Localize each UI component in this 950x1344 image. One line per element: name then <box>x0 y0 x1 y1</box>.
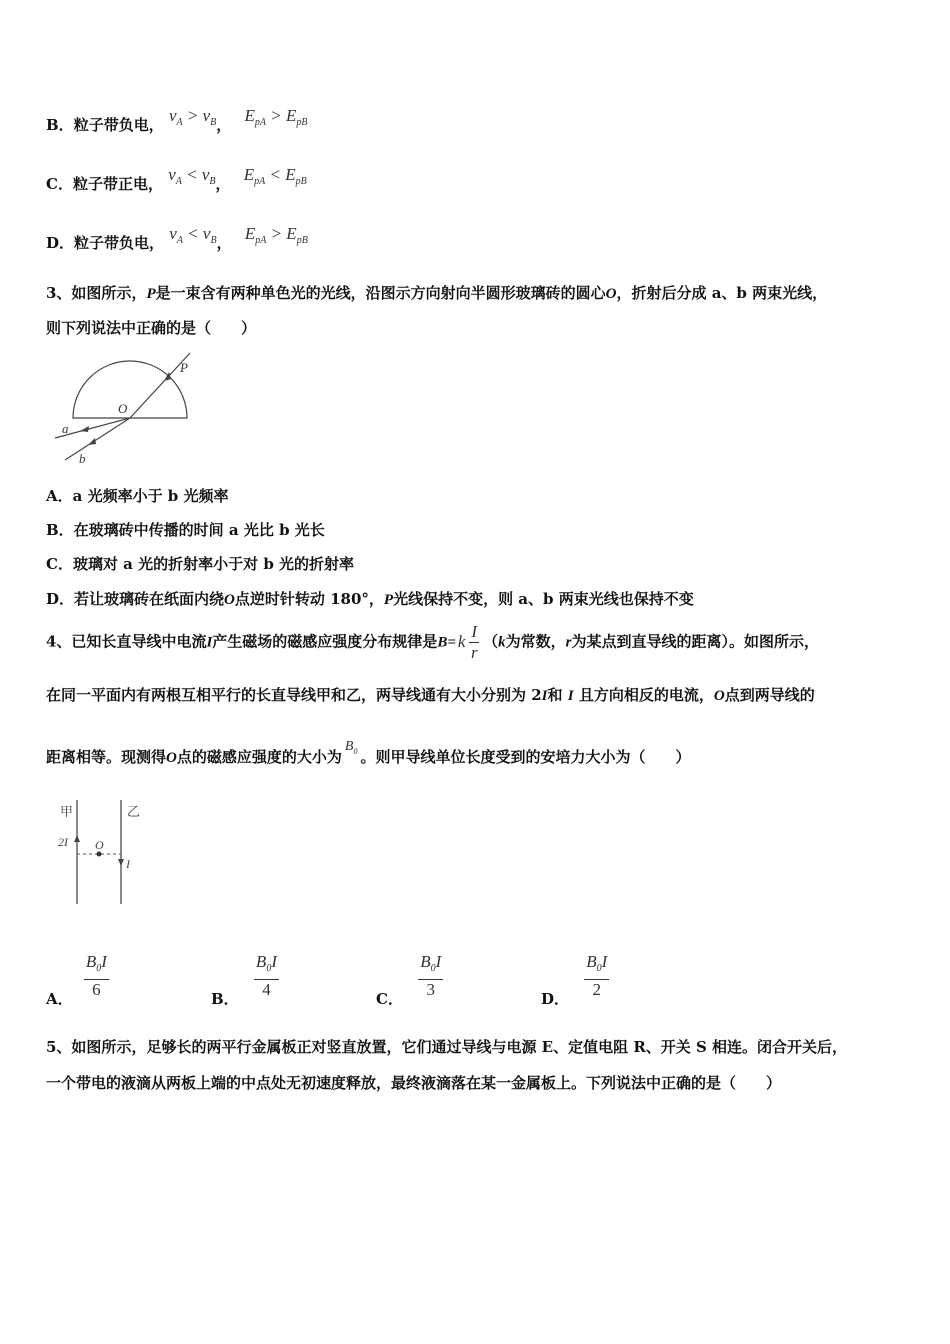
label-o: O <box>95 838 104 852</box>
q3-option-c: C．玻璃对 a 光的折射率小于对 b 光的折射率 <box>46 555 355 573</box>
option-text: 粒子带正电， <box>72 175 163 193</box>
q3-option-a: A．a 光频率小于 b 光频率 <box>46 487 229 505</box>
velocity-inequality: $v_A > v_B$ <box>168 106 217 128</box>
formula-fraction: $\frac{I}{r}$ <box>470 622 478 662</box>
label-i: I <box>126 857 130 871</box>
q4-answer-d: D． $\frac{B_0I}{2}$ <box>541 952 608 1008</box>
option-label: D． <box>46 234 75 252</box>
b0-symbol: $B_0$ <box>344 739 358 756</box>
q5-stem-line1: 5、如图所示，足够长的两平行金属板正对竖直放置，它们通过导线与电源 E、定值电阻 R、开关 S 相连。闭合开关后， <box>46 1038 848 1056</box>
option-b-prev <box>46 106 308 137</box>
q4-wires-figure <box>55 798 155 908</box>
q3-stem-line1: 3、如图所示，P是一束含有两种单色光的光线，沿图示方向射向半圆形玻璃砖的圆心O，折射后分成 a、b 两束光线， <box>46 284 828 302</box>
comma: ， <box>215 175 231 193</box>
q3-semicircle-figure <box>50 348 200 470</box>
arrow-up-jia <box>74 835 80 842</box>
q5-stem-line2: 一个带电的液滴从两板上端的中点处无初速度释放，最终液滴落在某一金属板上。下列说法中正确的是（ ） <box>46 1074 782 1092</box>
option-text: 粒子带负电， <box>74 234 165 252</box>
q3-stem-line2: 则下列说法中正确的是（ ） <box>46 319 257 337</box>
label-o: O <box>118 401 128 416</box>
option-label: B． <box>46 116 74 134</box>
comma: ， <box>216 234 232 252</box>
label-b: b <box>79 451 86 466</box>
energy-inequality: $E_{pA} < E_{pB}$ <box>243 165 307 187</box>
q3-option-b: B．在玻璃砖中传播的时间 a 光比 b 光长 <box>46 521 325 539</box>
answer-fraction: $\frac{B_0I}{3}$ <box>420 952 442 999</box>
q4-answer-b: B． $\frac{B_0I}{4}$ <box>211 952 277 1008</box>
arrow-down-yi <box>118 859 124 866</box>
ray-b-arrow <box>88 438 96 445</box>
energy-inequality: $E_{pA} > E_{pB}$ <box>244 106 308 128</box>
answer-fraction: $\frac{B_0I}{6}$ <box>85 952 107 999</box>
label-yi: 乙 <box>127 804 141 819</box>
point-o <box>97 852 102 857</box>
label-a: a <box>62 421 69 436</box>
velocity-inequality: $v_A < v_B$ <box>169 224 217 246</box>
answer-fraction: $\frac{B_0I}{2}$ <box>586 952 608 999</box>
q4-answer-c: C． $\frac{B_0I}{3}$ <box>376 952 442 1008</box>
option-label: C． <box>46 175 73 193</box>
energy-inequality: $E_{pA} > E_{pB}$ <box>244 224 308 246</box>
q4-stem-line1: 4、已知长直导线中电流I产生磁场的磁感应强度分布规律是B= k $\frac{I}{r}$ （k为常数，r为某点到直导线的距离）。如图所示， <box>46 622 819 662</box>
q3-option-d: D．若让玻璃砖在纸面内绕O点逆时针转动 180°，P光线保持不变，则 a、b 两束光线也保持不变 <box>46 590 694 608</box>
comma: ， <box>216 116 232 134</box>
option-d-prev <box>46 224 308 255</box>
ray-a-arrow <box>80 426 89 432</box>
q4-stem-line2: 在同一平面内有两根互相平行的长直导线甲和乙，两导线通有大小分别为 2I和 I 且方向相反的电流，O点到两导线的 <box>46 686 815 704</box>
label-2i: 2I <box>58 835 68 849</box>
q4-answer-a: A． $\frac{B_0I}{6}$ <box>46 952 107 1008</box>
option-c-prev <box>46 165 307 196</box>
label-jia: 甲 <box>60 804 74 819</box>
q4-stem-line3: 距离相等。现测得O点的磁感应强度的大小为$B_0$ 。则甲导线单位长度受到的安培力大小为（ ） <box>46 739 691 766</box>
answer-fraction: $\frac{B_0I}{4}$ <box>255 952 277 999</box>
label-p: P <box>180 360 188 375</box>
semicircle-glass <box>73 361 187 418</box>
option-text: 粒子带负电， <box>73 116 164 134</box>
ray-b <box>65 418 130 460</box>
velocity-inequality: $v_A < v_B$ <box>168 165 216 187</box>
